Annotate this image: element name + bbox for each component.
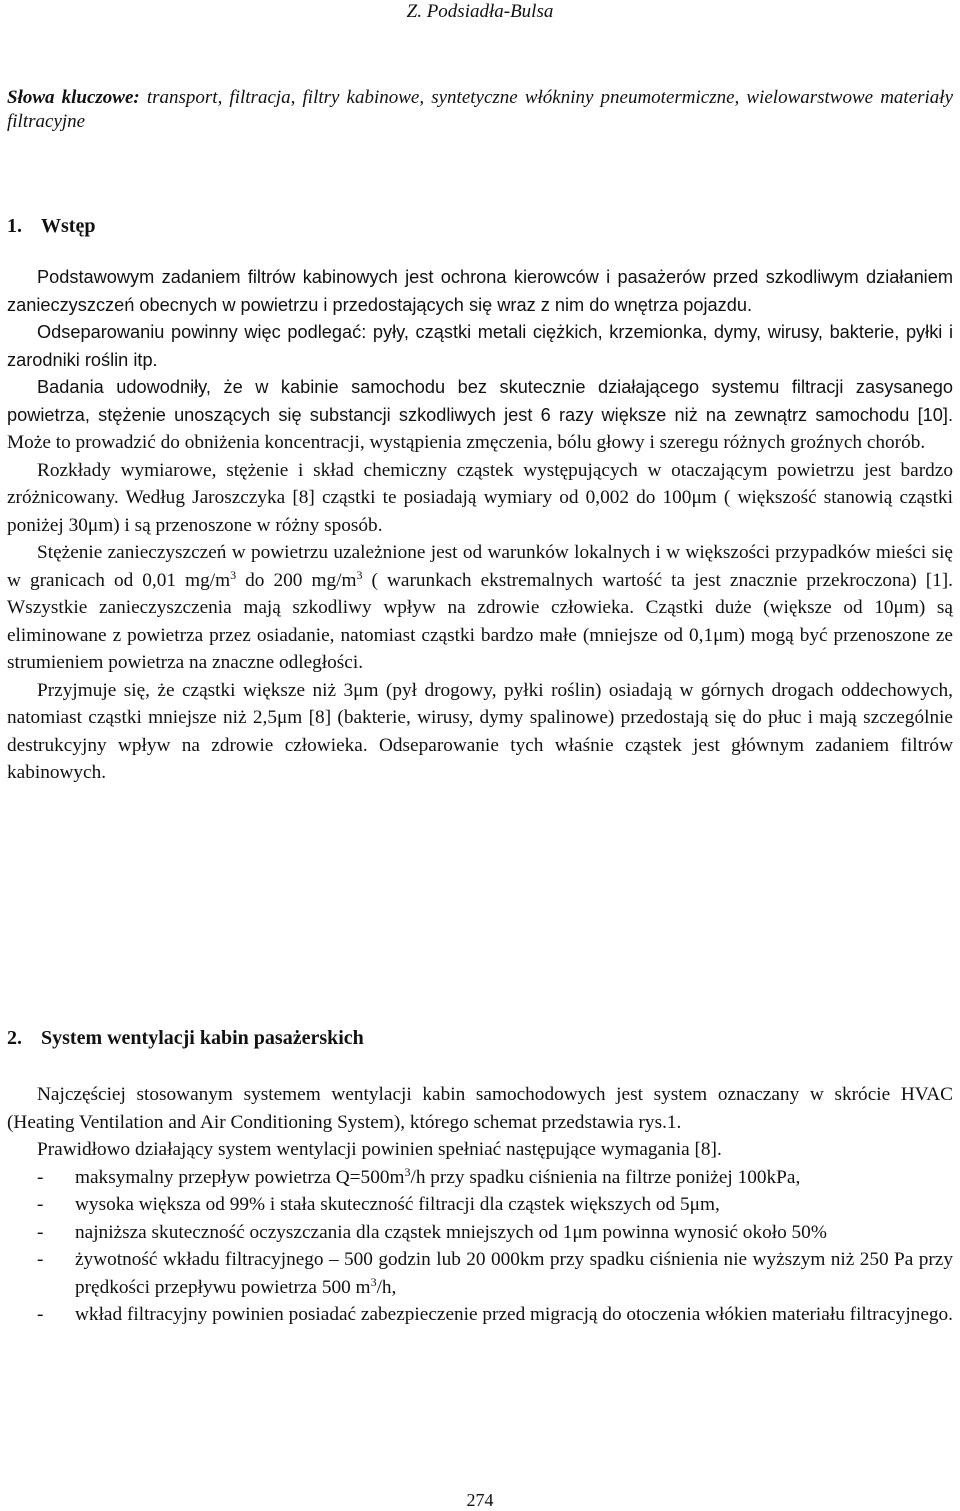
list-item-text: wysoka większa od 99% i stała skuteczność filtracji dla cząstek większych od 5μm, bbox=[75, 1194, 720, 1215]
page-number: 274 bbox=[466, 1490, 494, 1510]
list-item bbox=[7, 1301, 953, 1329]
list-dash: - bbox=[37, 1166, 44, 1188]
superscript: 3 bbox=[230, 567, 237, 582]
list-item-text: wkład filtracyjny powinien posiadać zabezpieczenie przed migracją do otoczenia włókien materiału filtracyjnego. bbox=[75, 1304, 953, 1325]
paragraph bbox=[7, 539, 953, 677]
section-2-heading bbox=[7, 1026, 364, 1050]
paragraph-text: Rozkłady wymiarowe, stężenie i skład chemiczny cząstek występujących w otaczającym powietrzu jest bardzo zróżnicowany. Według Jaroszczyka [8] cząstki te posiadają wymiary od 0,002 do 100μm ( większość stanowią cząstki poniżej 30μm) i są przenoszone w różny sposób. bbox=[7, 459, 953, 536]
section-1-title: Wstęp bbox=[41, 215, 96, 237]
paragraph bbox=[7, 1136, 953, 1164]
list-item bbox=[7, 1219, 953, 1247]
paragraph bbox=[7, 677, 953, 787]
superscript: 3 bbox=[356, 567, 363, 582]
list-item-text: najniższa skuteczność oczyszczania dla cząstek mniejszych od 1μm powinna wynosić około 50% bbox=[75, 1221, 827, 1243]
list-item bbox=[7, 1191, 953, 1219]
superscript: 3 bbox=[370, 1274, 377, 1289]
list-item bbox=[7, 1246, 953, 1301]
paragraph bbox=[7, 374, 953, 457]
list-item bbox=[7, 1164, 953, 1192]
paragraph-text: Może to prowadzić do obniżenia koncentracji, wystąpienia zmęczenia, bólu głowy i szeregu różnych groźnych chorób. bbox=[7, 432, 926, 453]
list-dash: - bbox=[37, 1249, 44, 1270]
section-1-body bbox=[7, 264, 953, 787]
list-dash: - bbox=[37, 1304, 44, 1325]
superscript: 3 bbox=[404, 1164, 411, 1179]
paragraph bbox=[7, 264, 953, 319]
paragraph-text: ( warunkach ekstremalnych wartość ta jest znacznie przekroczona) [1]. Wszystkie zanieczyszczenia mają szkodliwy wpływ na zdrowie człowieka. Cząstki duże (większe od 10μm) są eliminowane z powietrza przez osiadanie, natomiast cząstki bardzo małe (mniejsze od 0,1μm) mogą być przenoszone ze strumieniem powietrza na znaczne odległości. bbox=[7, 569, 953, 673]
paragraph-text: do 200 mg/m bbox=[236, 569, 357, 591]
list-item-text: /h, bbox=[376, 1276, 397, 1298]
paragraph-text: Podstawowym zadaniem filtrów kabinowych jest ochrona kierowców i pasażerów przed szkodliwym działaniem zanieczyszczeń obecnych w powietrzu i przedostających się wraz z nim do wnętrza pojazdu. bbox=[7, 267, 953, 315]
list-dash: - bbox=[37, 1221, 44, 1243]
paragraph bbox=[7, 457, 953, 540]
list-item-text: żywotność wkładu filtracyjnego – 500 godzin lub 20 000km przy spadku ciśnienia nie wyższym niż 250 Pa przy prędkości przepływu powietrza 500 m bbox=[75, 1249, 953, 1298]
keywords-label: Słowa kluczowe: bbox=[7, 87, 140, 108]
paragraph-text: Najczęściej stosowanym systemem wentylacji kabin samochodowych jest system oznaczany w skrócie HVAC (Heating Ventilation and Air Conditioning System), którego schemat przedstawia rys.1. bbox=[7, 1084, 953, 1133]
section-2-number: 2. bbox=[7, 1027, 22, 1049]
section-1-number: 1. bbox=[7, 215, 22, 237]
section-2-body bbox=[7, 1081, 953, 1329]
running-header-author: Z. Podsiadła-Bulsa bbox=[406, 1, 554, 22]
paragraph bbox=[7, 319, 953, 374]
paragraph-text: Prawidłowo działający system wentylacji powinien spełniać następujące wymagania [8]. bbox=[37, 1139, 722, 1160]
keywords-block bbox=[7, 86, 953, 134]
list-dash: - bbox=[37, 1194, 44, 1215]
section-2-title: System wentylacji kabin pasażerskich bbox=[41, 1027, 364, 1049]
paragraph-text: Stężenie zanieczyszczeń w powietrzu uzależnione jest od warunków lokalnych i w większości przypadków mieści się w granicach od 0,01 mg/m bbox=[7, 542, 953, 591]
paragraph-text: Odseparowaniu powinny więc podlegać: pyły, cząstki metali ciężkich, krzemionka, dymy, wirusy, bakterie, pyłki i zarodniki roślin itp. bbox=[7, 322, 953, 370]
list-item-text: maksymalny przepływ powietrza Q=500m bbox=[75, 1166, 405, 1188]
requirements-list bbox=[7, 1164, 953, 1329]
section-1-heading bbox=[7, 214, 95, 238]
keywords-list: transport, filtracja, filtry kabinowe, syntetyczne włókniny pneumotermiczne, wielowarstwowe materiały filtracyjne bbox=[7, 87, 954, 132]
paragraph-text: Badania udowodniły, że w kabinie samochodu bez skutecznie działającego systemu filtracji zasysanego powietrza, stężenie unoszących się substancji szkodliwych jest 6 razy większe niż na zewnątrz samochodu [10]. bbox=[7, 377, 953, 425]
list-item-text: /h przy spadku ciśnienia na filtrze poniżej 100kPa, bbox=[410, 1166, 801, 1188]
paragraph bbox=[7, 1081, 953, 1136]
paragraph-text: Przyjmuje się, że cząstki większe niż 3μm (pył drogowy, pyłki roślin) osiadają w górnych drogach oddechowych, natomiast cząstki mniejsze niż 2,5μm [8] (bakterie, wirusy, dymy spalinowe) przedostają się do płuc i mają szczególnie destrukcyjny wpływ na zdrowie człowieka. Odseparowanie tych właśnie cząstek jest głównym zadaniem filtrów kabinowych. bbox=[7, 679, 953, 783]
